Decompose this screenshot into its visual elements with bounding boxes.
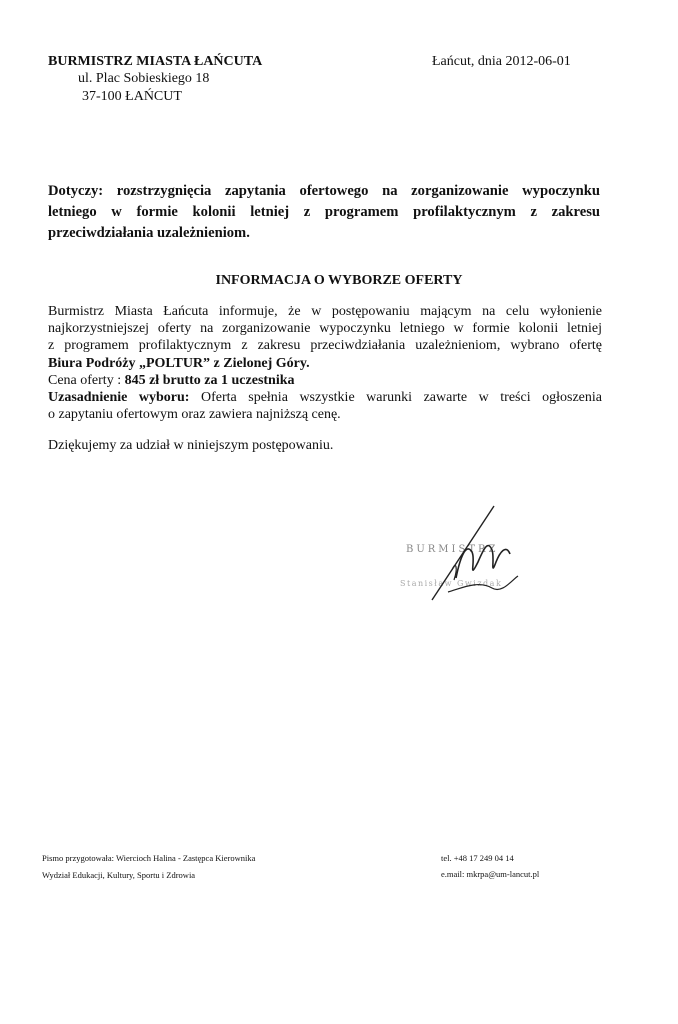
thanks-line: Dziękujemy za udział w niniejszym postępowaniu. [48,438,334,453]
body-line-3: z programem profilaktycznym z zakresu przeciwdziałania uzależnieniom, wybrano ofertę [48,338,602,354]
svg-text:Stanisław Gwizdak: Stanisław Gwizdak [400,579,503,588]
winner-line: Biura Podróży „POLTUR” z Zielonej Góry. [48,355,310,371]
subject-label: Dotyczy: [48,183,104,199]
price-line [48,372,602,389]
svg-text:BURMISTRZ: BURMISTRZ [406,544,499,555]
footer-prepared-by: Pismo przygotowała: Wiercioch Halina - Zastępca Kierownika [42,853,256,863]
justification-text-1: Oferta spełnia wszystkie warunki zawarte w treści ogłoszenia [189,390,602,406]
body-line-1: Burmistrz Miasta Łańcuta informuje, że w postępowaniu mającym na celu wyłonienie [48,304,602,319]
sender-name: BURMISTRZ MIASTA ŁAŃCUTA [48,54,263,69]
footer-phone: tel. +48 17 249 04 14 [441,853,514,863]
footer-email: e.mail: mkrpa@um-lancut.pl [441,869,540,879]
signature-stamp [392,500,542,615]
sender-street: ul. Plac Sobieskiego 18 [78,71,210,86]
price-label: Cena oferty : [48,372,125,388]
price-value: 845 zł brutto za 1 uczestnika [124,372,295,388]
handwritten-signature-icon [392,500,542,610]
body-block [48,303,602,423]
subject-line-2: letniego w formie kolonii letniej z programem profilaktycznym z zakresu [48,204,600,220]
page-heading: INFORMACJA O WYBORZE OFERTY [215,273,463,288]
justification-line-1 [48,389,602,406]
subject-line-3: przeciwdziałania uzależnieniom. [48,225,250,241]
sender-city: 37-100 ŁAŃCUT [82,89,182,104]
justification-label: Uzasadnienie wyboru: [48,390,190,406]
place-date: Łańcut, dnia 2012-06-01 [432,54,571,69]
subject-line-1 [48,181,600,202]
subject-text-1: rozstrzygnięcia zapytania ofertowego na zorganizowanie wypoczynku [116,183,600,199]
footer-department: Wydział Edukacji, Kultury, Sportu i Zdrowia [42,870,196,880]
justification-line-2: o zapytaniu ofertowym oraz zawiera najniższą cenę. [48,407,341,423]
body-line-2: najkorzystniejszej oferty na zorganizowanie wypoczynku letniego w formie kolonii letniej [48,321,602,337]
subject-block [48,181,600,244]
